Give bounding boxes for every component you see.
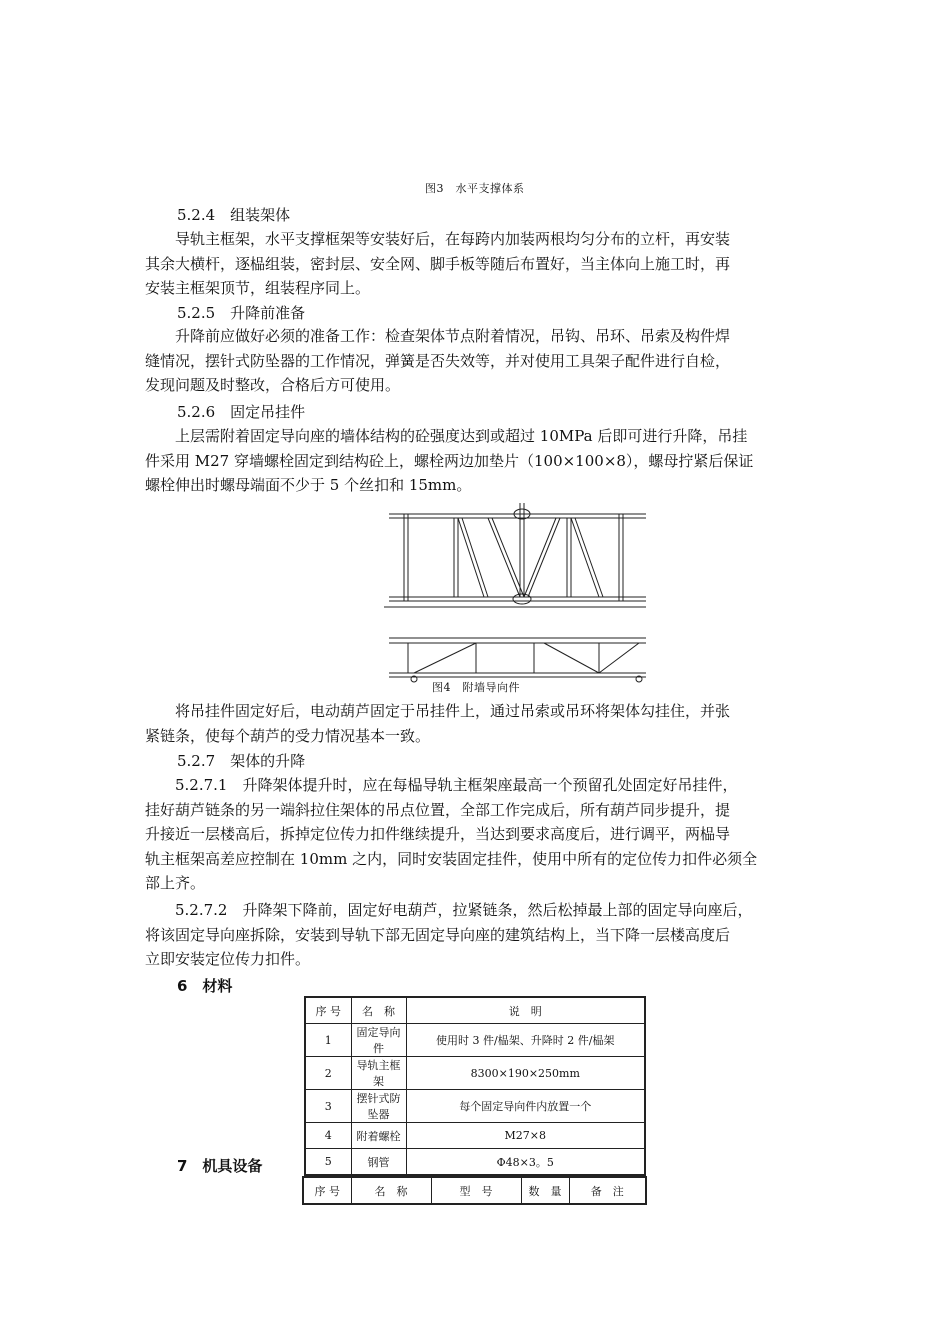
table-cell: 8300×190×250mm: [406, 1057, 645, 1090]
section-5-2-6-paragraph: [145, 424, 753, 498]
table-cell: 4: [305, 1123, 351, 1149]
section-5-2-7-1-paragraph: [145, 773, 757, 896]
section-5-2-6-heading: 5.2.6 固定吊挂件: [177, 403, 306, 421]
header-cell: 说 明: [406, 997, 645, 1024]
section-5-2-5-heading: 5.2.5 升降前准备: [177, 304, 306, 322]
header-cell: 数 量: [521, 1177, 569, 1204]
figure-3-caption: 图3 水平支撑体系: [425, 182, 525, 195]
paragraph-line: 导轨主框架，水平支撑框架等安装好后，在每跨内加装两根均匀分布的立杆，再安装: [145, 230, 731, 248]
table-row: [305, 1024, 645, 1057]
paragraph-line: 紧链条，使每个葫芦的受力情况基本一致。: [145, 726, 431, 745]
table-row: [305, 1057, 645, 1090]
table-cell: 每个固定导向件内放置一个: [406, 1090, 645, 1123]
paragraph-line: 升接近一层楼高后，拆掉定位传力扣件继续提升，当达到要求高度后，进行调平，两榀导: [145, 825, 731, 843]
paragraph-line: 上层需附着固定导向座的墙体结构的砼强度达到或超过 10MPa 后即可进行升降，吊挂: [145, 427, 748, 445]
table-cell: 5: [305, 1149, 351, 1176]
paragraph-line: 升降前应做好必须的准备工作：检查架体节点附着情况，吊钩、吊环、吊索及构件焊: [145, 327, 731, 345]
table-cell: M27×8: [406, 1123, 645, 1149]
table-cell: 钢管: [351, 1149, 406, 1176]
table-cell: 使用时 3 件/榀架、升降时 2 件/榀架: [406, 1024, 645, 1057]
paragraph-line: 发现问题及时整改，合格后方可使用。: [145, 376, 401, 394]
header-cell: 名 称: [351, 997, 406, 1024]
figure-4-drawing: [384, 493, 649, 688]
header-cell: 备 注: [569, 1177, 646, 1204]
table-cell: 2: [305, 1057, 351, 1090]
table-header-row: [303, 1177, 646, 1204]
header-cell: 型 号: [431, 1177, 521, 1204]
section-5-2-5-paragraph: [145, 324, 730, 398]
header-cell: 序 号: [305, 997, 351, 1024]
paragraph-line: 件采用 M27 穿墙螺栓固定到结构砼上，螺栓两边加垫片（100×100×8），螺母拧紧后保证: [145, 451, 754, 470]
table-cell: 1: [305, 1024, 351, 1057]
header-cell: 名 称: [351, 1177, 431, 1204]
equipment-table: [302, 1176, 647, 1205]
paragraph-line: 缝情况，摆针式防坠器的工作情况，弹簧是否失效等，并对使用工具架子配件进行自检，: [145, 351, 731, 370]
paragraph-line: 挂好葫芦链条的另一端斜拉住架体的吊点位置，全部工作完成后，所有葫芦同步提升，提: [145, 800, 731, 819]
table-row: [305, 1123, 645, 1149]
table-header-row: [305, 997, 645, 1024]
table-cell: 3: [305, 1090, 351, 1123]
paragraph-line: 将该固定导向座拆除，安装到导轨下部无固定导向座的建筑结构上，当下降一层楼高度后: [145, 925, 731, 944]
table-cell: 附着螺栓: [351, 1123, 406, 1149]
materials-table: [304, 996, 646, 1176]
paragraph-line: 螺栓伸出时螺母端面不少于 5 个丝扣和 15mm。: [145, 476, 472, 494]
table-cell: 固定导向件: [351, 1024, 406, 1057]
section-6-heading: 6 材料: [177, 977, 233, 995]
section-5-2-7-heading: 5.2.7 架体的升降: [177, 752, 306, 770]
paragraph-line: 立即安装定位传力扣件。: [145, 950, 311, 968]
paragraph-line: 安装主框架顶节，组装程序同上。: [145, 279, 371, 297]
paragraph-line: 5.2.7.1 升降架体提升时，应在每榀导轨主框架座最高一个预留孔处固定好吊挂件，: [145, 776, 738, 794]
table-cell: 摆针式防坠器: [351, 1090, 406, 1123]
header-cell: 序 号: [303, 1177, 351, 1204]
after-figure-4-paragraph: [145, 699, 730, 748]
section-5-2-7-2-paragraph: [145, 898, 752, 972]
table-row: [305, 1149, 645, 1176]
paragraph-line: 轨主框架高差应控制在 10mm 之内，同时安装固定挂件，使用中所有的定位传力扣件必须全: [145, 849, 758, 868]
paragraph-line: 其余大横杆，逐榀组装，密封层、安全网、脚手板等随后布置好，当主体向上施工时，再: [145, 254, 731, 273]
table-cell: Φ48×3。5: [406, 1149, 645, 1176]
table-cell: 导轨主框架: [351, 1057, 406, 1090]
section-5-2-4-paragraph: [145, 227, 730, 301]
section-5-2-4-heading: 5.2.4 组装架体: [177, 206, 291, 224]
table-row: [305, 1090, 645, 1123]
paragraph-line: 5.2.7.2 升降架下降前，固定好电葫芦，拉紧链条，然后松掉最上部的固定导向座后，: [145, 901, 753, 919]
section-7-heading: 7 机具设备: [177, 1157, 263, 1175]
figure-4-caption: 图4 附墙导向件: [432, 681, 520, 694]
paragraph-line: 将吊挂件固定好后，电动葫芦固定于吊挂件上，通过吊索或吊环将架体勾挂住，并张: [145, 702, 731, 720]
paragraph-line: 部上齐。: [145, 874, 206, 892]
